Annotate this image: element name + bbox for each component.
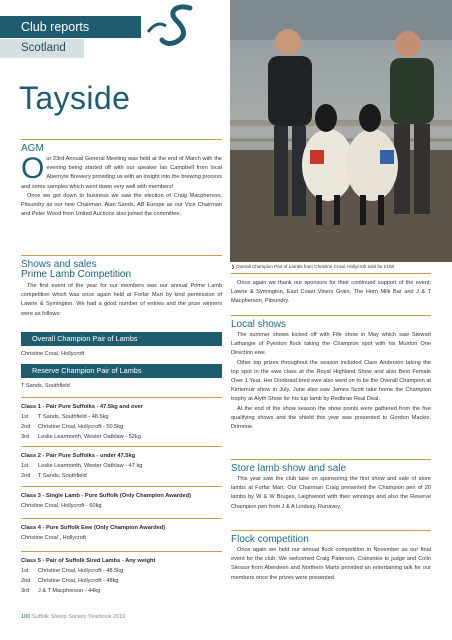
drop-cap: O: [21, 152, 45, 185]
divider: [21, 397, 222, 398]
class-results: [21, 461, 142, 481]
class-results: [21, 533, 86, 543]
divider: [21, 139, 222, 140]
result-row: 2nd T Sands, Southfield: [21, 473, 87, 479]
class-title: Class 3 - Single Lamb - Pure Suffolk (Only Champion Awarded): [21, 493, 192, 499]
result-row: 1st Christine Croal, Hollycroft - 48.5kg: [21, 568, 124, 574]
divider: [21, 255, 222, 256]
result-row: 2nd Christine Croal, Hollycroft - 48kg: [21, 578, 119, 584]
class-results: [21, 412, 141, 442]
result-row: 2nd Christine Croal, Hollycroft - 50.5kg: [21, 424, 124, 430]
divider: [231, 530, 431, 531]
agm-text: [21, 152, 222, 219]
divider: [21, 551, 222, 552]
class-title: Class 4 - Pure Suffolk Ewe (Only Champion Awarded): [21, 525, 166, 531]
society-logo-icon: [146, 2, 200, 48]
class-title: Class 2 - Pair Pure Suffolks - under 47.5kg: [21, 453, 136, 459]
result-row: Christine Croal , Hollycroft: [21, 535, 86, 541]
agm-paragraph: Once we got down to business we saw the election of Craig Macpherson, Pitsundry as our new Chairman, Alan Sands, AB Europe as our Vice Chairman and Peter Wood from United Auctions also joined the committee.: [21, 192, 222, 218]
result-row: 1st T Sands, Southfield - 48.5kg: [21, 414, 109, 420]
prime-lamb-heading: Prime Lamb Competition: [21, 269, 132, 280]
sponsors-paragraph: Once again we thank our sponsors for their continued support of the event; Lawrie & Symington, East Coast Viners Grain, The Horn Milk Bar and J & T Macpherson, Pitsundry.: [231, 280, 431, 305]
class-results: [21, 501, 102, 511]
class-title: Class 1 - Pair Pure Suffolks - 47.5kg and over: [21, 404, 144, 410]
divider: [21, 486, 222, 487]
overall-champion-band: Overall Champion Pair of Lambs: [21, 332, 222, 346]
agm-heading: AGM: [21, 143, 44, 154]
flock-heading: Flock competition: [231, 534, 309, 545]
store-lamb-paragraph: This year saw the club take on sponsoring the first show and sale of store lambs at Forfar Mart. Our Chairman Craig presented the Champion pen of 20 lambs by W & W Bruges, Laighwood with their winnings and also the Reserve Champion pen from J & A Lindsay, Runavey.: [231, 476, 431, 510]
photo-caption: ❯ Overall Champion Pair of Lambs from Christine Croal, Hollycroft sold for £150: [231, 264, 395, 269]
divider: [231, 273, 431, 274]
result-row: 1st Leslie Learmonth, Wester Oathlaw - 47 kg: [21, 463, 143, 469]
page-number: 100: [21, 614, 31, 620]
page-footer: [21, 614, 125, 620]
result-row: 3rd Leslie Learmonth, Wester Oathlaw - 52kg: [21, 434, 141, 440]
divider: [21, 518, 222, 519]
caption-arrow-icon: ❯: [231, 264, 235, 269]
agm-lead: ur 23rd Annual General Meeting was held at the end of March with the evening being started off with our speaker Ian Campbell from local Abernyte Brewery providing us with an insight into the brewing process and some samples which went down very well with members!: [21, 156, 222, 190]
shows-paragraph: The first event of the year for our members was our annual Prime Lamb competition which was once again held at Forfar Mart by kind permission of Lawrie & Symington. We had a good number of entries and the prize winners were as follows:: [21, 283, 222, 317]
page-title: Tayside: [19, 80, 131, 116]
divider: [231, 459, 431, 460]
class-results: [21, 566, 123, 596]
section-tab: Club reports: [0, 16, 141, 38]
class-title: Class 5 - Pair of Suffolk Sired Lambs - Any weight: [21, 558, 156, 564]
local-shows-text: The summer shows kicked off with Fife show in May which saw Stewart Lathangie of Pyeston flock taking the Champion spot with his Muirton One Direction ewe. Other top prizes throughout the season included Clare Anderson taking the top spot in the ewe class at the Royal Highland Show and also Best Female Over 1 Year. Her Donbraid bred ewe also went on to be the Overall Champion at Kirriemuir show in July. June also saw James Scott take home the Champion trophy at Alyth Show for his tup lamb by Redbrae Real Deal. At the end of the show season the show points were gathered from the five qualifying shows and the shield this year was presented to Gordon Mackie, Drimmie.: [231, 332, 431, 431]
overall-champion-winner: Christine Croal, Hollycroft: [21, 351, 85, 357]
divider: [231, 315, 431, 316]
shows-heading: Shows and sales: [21, 259, 97, 270]
local-shows-heading: Local shows: [231, 319, 287, 330]
reserve-champion-winner: T Sands, Southfield: [21, 383, 70, 389]
divider: [21, 446, 222, 447]
flock-paragraph: Once again we held our annual flock competition in November as our final event for the club. We welcomed Craig Paterson, Cransnkie to judge and Colin Slessor from Aberdeen and Northern Marts provided an entertaining talk for our members once the prizes were presented.: [231, 547, 431, 581]
region-tab: Scotland: [0, 39, 84, 58]
reserve-champion-band: Reserve Champion Pair of Lambs: [21, 364, 222, 378]
champion-lambs-photo: [230, 0, 452, 262]
result-row: Christine Croal, Hollycroft - 60kg: [21, 503, 102, 509]
result-row: 3rd J & T Macpherson - 44kg: [21, 588, 101, 594]
footer-text: Suffolk Sheep Society Yearbook 2019: [31, 614, 126, 620]
store-lamb-heading: Store lamb show and sale: [231, 463, 347, 474]
